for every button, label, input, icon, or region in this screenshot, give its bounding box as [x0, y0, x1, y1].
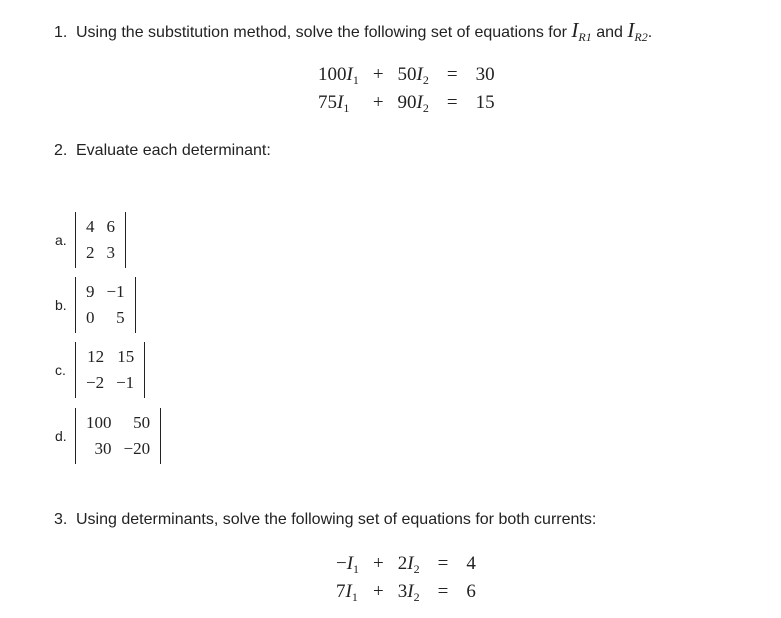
equation-term-2: $50I_2$ — [397, 64, 429, 87]
matrix-entry: −1 — [116, 373, 135, 392]
question-3-number: 3. — [54, 511, 68, 528]
matrix-entry: 0 — [86, 308, 95, 327]
equation-system-3 — [336, 553, 476, 603]
matrix-entry: 5 — [116, 308, 125, 327]
determinant-part — [55, 277, 136, 333]
question-1-end: . — [647, 24, 653, 41]
variable-ir1: $I_{R1}$ — [571, 18, 592, 44]
equation-operator: + — [372, 64, 384, 85]
question-2 — [54, 141, 271, 161]
determinant-matrix — [75, 212, 126, 268]
question-3 — [54, 510, 596, 530]
matrix-entry: 15 — [117, 347, 135, 366]
matrix-entry: 3 — [106, 243, 115, 262]
matrix-entry: 4 — [86, 217, 95, 236]
equation-term-2: $2I_2$ — [397, 553, 420, 576]
equals-sign: = — [437, 581, 449, 602]
equals-sign: = — [437, 553, 449, 574]
question-1-conj: and — [596, 24, 623, 41]
equation-operator: + — [373, 553, 384, 574]
matrix-entry: 50 — [133, 413, 151, 432]
equation-rhs: 6 — [466, 581, 476, 602]
question-2-number: 2. — [54, 142, 68, 159]
part-label: b. — [55, 297, 67, 313]
equals-sign: = — [446, 64, 458, 85]
equation-operator: + — [372, 92, 384, 113]
determinant-part — [55, 212, 126, 268]
equation-operator: + — [373, 581, 384, 602]
determinant-matrix — [75, 342, 145, 398]
matrix-entry: 9 — [86, 282, 95, 301]
matrix-entry: 100 — [86, 413, 112, 432]
equation-rhs: 15 — [475, 92, 495, 113]
equation-term-1: $75I_1$ — [318, 92, 350, 115]
equation-term-1: $-I_1$ — [336, 553, 360, 576]
determinant-matrix — [75, 277, 136, 333]
part-label: c. — [55, 362, 66, 378]
part-label: a. — [55, 232, 67, 248]
equation-rhs: 30 — [475, 64, 495, 85]
equation-term-1: $7I_1$ — [336, 581, 358, 604]
equation-term-1: $100I_1$ — [318, 64, 359, 87]
equation-term-2: $90I_2$ — [397, 92, 429, 115]
question-3-text: Using determinants, solve the following set of equations for both currents: — [76, 511, 597, 528]
part-label: d. — [55, 428, 67, 444]
equals-sign: = — [446, 92, 458, 113]
variable-ir2: $I_{R2}$ — [627, 18, 648, 44]
determinant-part — [55, 408, 161, 464]
question-1 — [54, 20, 652, 43]
matrix-entry: 2 — [86, 243, 95, 262]
matrix-entry: −20 — [123, 439, 151, 458]
matrix-entry: −2 — [86, 373, 105, 392]
matrix-entry: −1 — [106, 282, 125, 301]
determinant-part — [55, 342, 145, 398]
matrix-entry: 12 — [87, 347, 105, 366]
question-2-text: Evaluate each determinant: — [76, 142, 271, 159]
question-1-number: 1. — [54, 24, 68, 41]
equation-term-2: $3I_2$ — [397, 581, 420, 604]
equation-system-1 — [318, 64, 495, 114]
question-1-text: Using the substitution method, solve the following set of equations for — [76, 24, 567, 41]
equation-rhs: 4 — [466, 553, 476, 574]
matrix-entry: 30 — [94, 439, 112, 458]
determinant-matrix — [75, 408, 161, 464]
matrix-entry: 6 — [106, 217, 115, 236]
